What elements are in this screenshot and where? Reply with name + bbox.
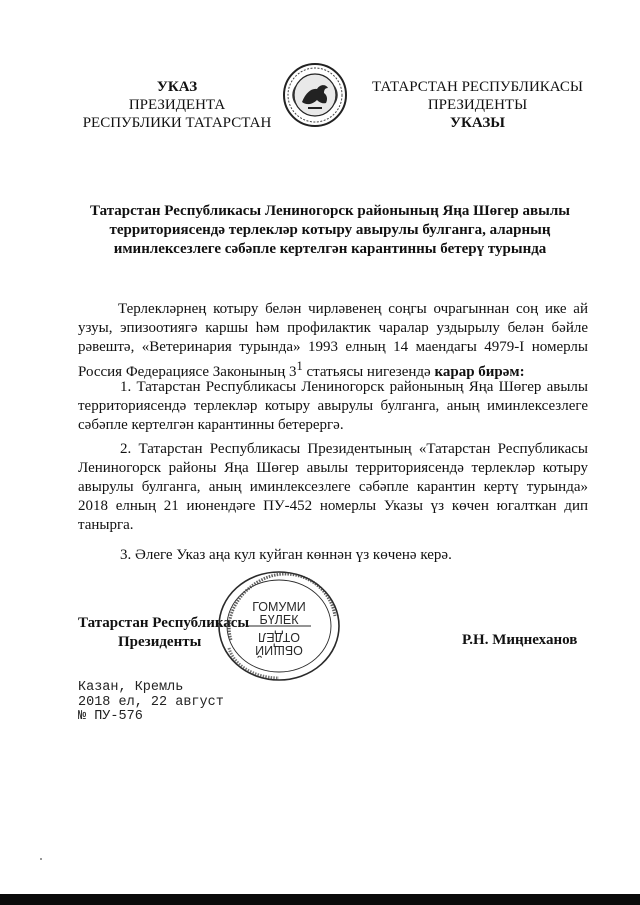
number-line: № ПУ-576 [78,709,143,724]
stamp-line1: ГОМУМИ [252,600,306,614]
date-line: 2018 ел, 22 август [78,694,224,710]
title-line2: территориясендә терлекләр котыру авырулы булганга, аларның [109,222,551,238]
scan-speck [40,858,42,860]
title-line3: иминлексезлеге сәбәпле кертелгән карантинны бетерү турында [113,241,547,257]
scan-bottom-edge [0,894,640,905]
paragraph-preamble [78,300,588,382]
paragraph-item-2: 2. Татарстан Республикасы Президентының «Татарстан Республикасы Лениногорск районы Яңа Шөгер авылы территориясендә терлекләр котыру авырулы булганга, аның иминлексезлеге сәбәпле карантин кертү турында» 2018 елның 21 июнендәге ПУ-452 номерлы Указы үз көчен югалткан дип танырга. [78,441,588,533]
coat-of-arms-emblem-icon [282,62,348,128]
title-line1: Татарстан Республикасы Лениногорск районының Яңа Шөгер авылы [90,203,570,219]
place-date-number [78,681,224,725]
official-stamp [213,568,343,686]
header-right-line1: ТАТАРСТАН РЕСПУБЛИКАСЫ [372,79,583,95]
stamp-line2: БҮЛЕК [259,613,299,627]
header-left-line1: УКАЗ [156,79,198,95]
header-left [72,78,282,132]
signatory-name: Р.Н. Миңнеханов [462,632,578,648]
header-right-line2: ПРЕЗИДЕНТЫ [427,97,528,113]
header-right-line3: УКАЗЫ [450,115,505,131]
preamble-decision: карар бирәм: [434,364,525,380]
header-left-line2: ПРЕЗИДЕНТА [128,97,226,113]
header-left-line3: РЕСПУБЛИКИ ТАТАРСТАН [82,115,272,131]
stamp-line3: ОБЩИЙ [255,643,303,657]
paragraph-item-3: 3. Әлеге Указ аңа кул куйган көннән үз көченә керә. [120,547,452,563]
signatory-title-line1: Татарстан Республикасы [78,615,250,631]
place-line: Казан, Кремль [78,680,184,695]
header-right [365,78,590,132]
preamble-tail: статьясы нигезендә [302,364,435,380]
preamble-superscript: 1 [296,359,303,373]
paragraph-item-1: 1. Татарстан Республикасы Лениногорск районының Яңа Шөгер авылы территориясендә терлекләр котыру авырулы булганга, аның иминлексезлеге сәбәпле кертелгән карантинны бетерергә. [78,379,588,433]
signatory-title-line2: Президенты [118,634,202,650]
document-title [80,202,580,259]
stamp-line4: ОТДЕЛ [258,630,300,644]
preamble-text: Терлекләрнең котыру белән чирләвенең соңгы очрагыннан соң ике ай узуы, эпизоотиягә каршы һәм профилактик чаралар уздырылу белән бәйле рәвештә, «Ветеринария турында» 1993 елның 14 маендагы 4979-I номерлы Россия Федерациясе Законының 3 [78,301,588,380]
